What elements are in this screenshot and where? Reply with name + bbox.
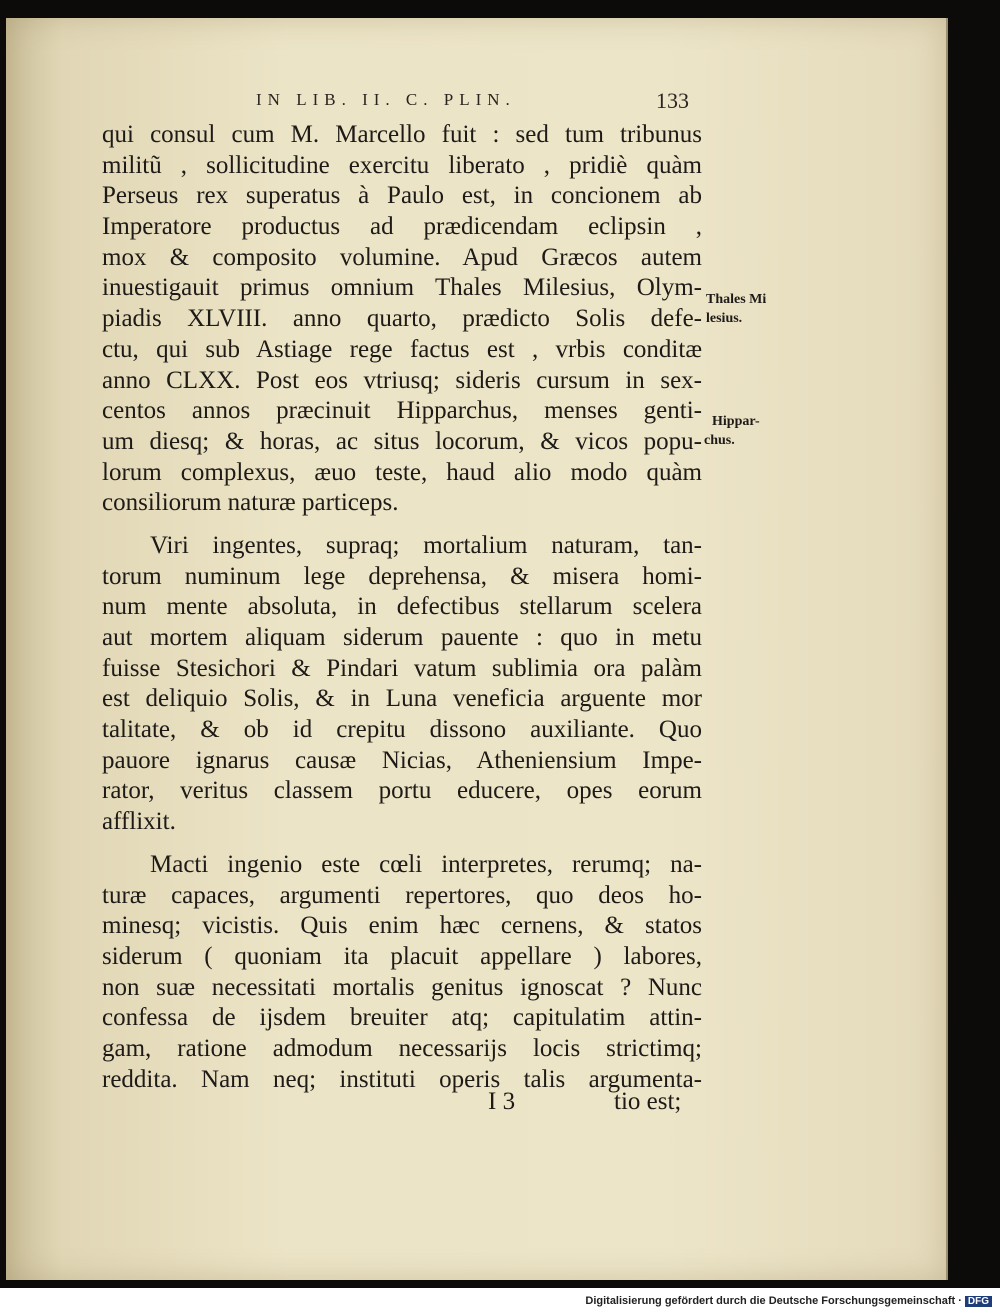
text-line: reddita. Nam neq; instituti operis talis argumenta- [102,1065,702,1093]
margin-note-line: Thales Mi [706,292,767,307]
text-line: consiliorum naturæ particeps. [102,489,399,517]
text-line: lorum complexus, æuo teste, haud alio modo quàm [102,458,702,486]
text-line: est deliquio Solis, & in Luna veneficia arguente mor [102,685,702,713]
margin-note-line: chus. [704,433,735,448]
margin-note-thales [706,290,766,328]
dfg-logo: DFG [965,1296,992,1307]
running-head: IN LIB. II. C. PLIN. [256,90,516,109]
text-line: turæ capaces, argumenti repertores, quo deos ho- [102,881,702,909]
text-line: confessa de ijsdem breuiter atq; capitulatim attin- [102,1004,702,1032]
catchword: tio est; [614,1088,682,1115]
text-line: militũ , sollicitudine exercitu liberato , pridiè quàm [102,151,702,179]
text-line: qui consul cum M. Marcello fuit : sed tum tribunus [102,121,702,148]
text-line: piadis XLVIII. anno quarto, prædicto Solis defe- [102,305,702,333]
signature-mark: I 3 [488,1088,516,1115]
text-line: minesq; vicistis. Quis enim hæc cernens, & statos [102,912,702,940]
text-line: inuestigauit primus omnium Thales Milesius, Olym- [102,274,702,302]
digitization-credit [585,1295,992,1307]
page-number: 133 [656,88,689,113]
text-line: gam, ratione admodum necessarijs locis strictimq; [102,1034,702,1062]
text-line: fuisse Stesichori & Pindari vatum sublimia ora palàm [102,654,702,682]
text-line: num mente absoluta, in defectibus stellarum scelera [102,593,702,621]
text-line: mox & composito volumine. Apud Græcos autem [102,243,702,271]
margin-note-line: lesius. [706,311,743,326]
text-line: Perseus rex superatus à Paulo est, in concionem ab [102,182,702,210]
text-line: afflixit. [102,808,176,836]
text-line: talitate, & ob id crepitu dissono auxiliante. Quo [102,716,702,744]
body-text [102,120,702,1095]
text-line: pauore ignarus causæ Nicias, Atheniensium Impe- [102,746,702,774]
text-line: non suæ necessitati mortalis genitus ignoscat ? Nunc [102,973,702,1001]
text-line: siderum ( quoniam ita placuit appellare ) labores, [102,942,702,970]
text-line: um diesq; & horas, ac situs locorum, & vicos popu- [102,427,702,455]
text-line: torum numinum lege deprehensa, & misera homi- [102,562,702,590]
text-line: Macti ingenio este cœli interpretes, rerumq; na- [150,850,702,878]
margin-note-hipparchus [704,412,760,450]
text-line: ctu, qui sub Astiage rege factus est , vrbis conditæ [102,335,702,363]
text-line: rator, veritus classem portu educere, opes eorum [102,777,702,805]
text-line: Viri ingentes, supraq; mortalium naturam, tan- [150,531,702,559]
margin-note-line: Hippar- [712,414,760,429]
text-line: Imperatore productus ad prædicendam eclipsin , [102,213,702,241]
text-line: centos annos præcinuit Hipparchus, menses genti- [102,397,702,425]
credit-text: Digitalisierung gefördert durch die Deutsche Forschungsgemeinschaft · [585,1295,962,1307]
text-line: anno CLXX. Post eos vtriusq; sideris cursum in sex- [102,366,702,394]
text-line: aut mortem aliquam siderum pauente : quo in metu [102,624,702,651]
